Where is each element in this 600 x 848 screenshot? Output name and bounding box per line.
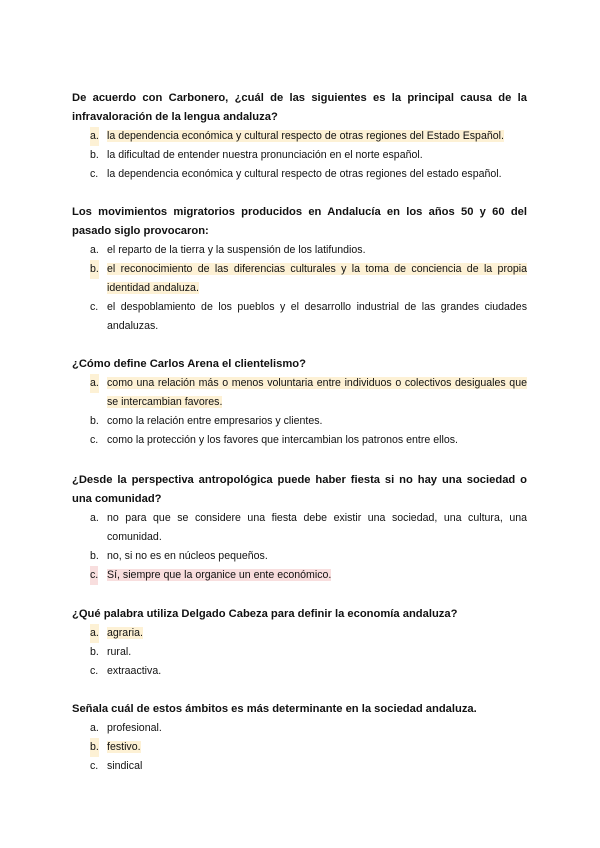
option-letter: c. xyxy=(90,566,98,585)
option-letter: c. xyxy=(90,301,99,313)
option-b[interactable] xyxy=(72,643,527,662)
option-letter: b. xyxy=(90,149,99,161)
question-text: Señala cuál de estos ámbitos es más determinante en la sociedad andaluza. xyxy=(72,703,477,715)
option-text: Sí, siempre que la organice un ente económico. xyxy=(107,569,332,581)
option-text: el despoblamiento de los pueblos y el desarrollo industrial de las grandes ciudades andaluzas. xyxy=(107,301,527,332)
option-c[interactable] xyxy=(72,431,527,450)
option-text: rural. xyxy=(107,646,132,658)
option-a[interactable] xyxy=(72,241,527,260)
question-1 xyxy=(72,89,527,184)
option-text: como la protección y los favores que intercambian los patronos entre ellos. xyxy=(107,434,458,446)
option-a[interactable] xyxy=(72,127,527,146)
question-6 xyxy=(72,700,527,776)
options-list xyxy=(72,374,527,450)
option-b[interactable] xyxy=(72,260,527,298)
option-letter: c. xyxy=(90,168,99,180)
question-5 xyxy=(72,605,527,681)
options-list xyxy=(72,719,527,776)
option-text: la dependencia económica y cultural respecto de otras regiones del estado español. xyxy=(107,168,502,180)
option-letter: b. xyxy=(90,415,99,427)
option-letter: b. xyxy=(90,550,99,562)
question-text: De acuerdo con Carbonero, ¿cuál de las siguientes es la principal causa de la infravaloración de la lengua andaluza? xyxy=(72,92,527,123)
option-b[interactable] xyxy=(72,412,527,431)
option-letter: b. xyxy=(90,646,99,658)
option-a[interactable] xyxy=(72,624,527,643)
question-4 xyxy=(72,471,527,585)
option-letter: a. xyxy=(90,722,99,734)
option-c[interactable] xyxy=(72,757,527,776)
option-c[interactable] xyxy=(72,165,527,184)
option-text: extraactiva. xyxy=(107,665,162,677)
option-letter: a. xyxy=(90,244,99,256)
option-text: no, si no es en núcleos pequeños. xyxy=(107,550,268,562)
option-letter: c. xyxy=(90,434,99,446)
options-list xyxy=(72,127,527,184)
options-list xyxy=(72,624,527,681)
option-text: la dependencia económica y cultural respecto de otras regiones del Estado Español. xyxy=(107,130,504,142)
options-list xyxy=(72,241,527,336)
question-text: ¿Cómo define Carlos Arena el clientelismo? xyxy=(72,358,306,370)
option-a[interactable] xyxy=(72,374,527,412)
option-text: sindical xyxy=(107,760,143,772)
question-text: Los movimientos migratorios producidos en Andalucía en los años 50 y 60 del pasado siglo provocaron: xyxy=(72,206,527,237)
option-letter: c. xyxy=(90,665,99,677)
option-text: el reparto de la tierra y la suspensión de los latifundios. xyxy=(107,244,366,256)
option-text: como una relación más o menos voluntaria entre individuos o colectivos desiguales que se intercambian favores. xyxy=(107,377,527,408)
option-c[interactable] xyxy=(72,298,527,336)
option-a[interactable] xyxy=(72,719,527,738)
option-text: la dificultad de entender nuestra pronunciación en el norte español. xyxy=(107,149,423,161)
option-b[interactable] xyxy=(72,738,527,757)
option-letter: b. xyxy=(90,738,99,757)
option-letter: c. xyxy=(90,760,99,772)
option-text: no para que se considere una fiesta debe existir una sociedad, una cultura, una comunidad. xyxy=(107,512,527,543)
question-3 xyxy=(72,355,527,450)
option-c[interactable] xyxy=(72,662,527,681)
question-text: ¿Desde la perspectiva antropológica puede haber fiesta si no hay una sociedad o una comunidad? xyxy=(72,474,527,505)
option-letter: a. xyxy=(90,127,99,146)
option-letter: a. xyxy=(90,374,99,393)
option-letter: a. xyxy=(90,512,99,524)
option-c[interactable] xyxy=(72,566,527,585)
option-b[interactable] xyxy=(72,547,527,566)
option-letter: a. xyxy=(90,624,99,643)
question-2 xyxy=(72,203,527,336)
option-text: festivo. xyxy=(107,741,141,753)
option-text: profesional. xyxy=(107,722,162,734)
option-a[interactable] xyxy=(72,509,527,547)
question-text: ¿Qué palabra utiliza Delgado Cabeza para definir la economía andaluza? xyxy=(72,608,458,620)
option-text: como la relación entre empresarios y clientes. xyxy=(107,415,323,427)
option-b[interactable] xyxy=(72,146,527,165)
options-list xyxy=(72,509,527,585)
option-letter: b. xyxy=(90,260,99,279)
option-text: agraria. xyxy=(107,627,143,639)
option-text: el reconocimiento de las diferencias culturales y la toma de conciencia de la propia identidad andaluza. xyxy=(107,263,527,294)
